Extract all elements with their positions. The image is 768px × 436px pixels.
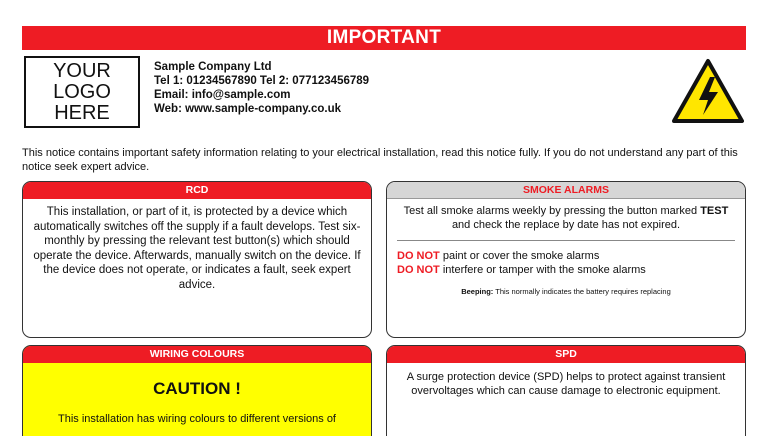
divider (397, 240, 735, 241)
do-not-paint (397, 249, 735, 263)
beeping-note (397, 287, 735, 296)
do-not-label-1: DO NOT (397, 250, 440, 262)
wiring-colours-panel (22, 345, 372, 436)
company-phone: Tel 1: 01234567890 Tel 2: 077123456789 (154, 75, 370, 87)
spd-title: SPD (387, 346, 745, 363)
smoke-text-c: and check the replace by date has not expired. (451, 219, 681, 231)
spd-text: A surge protection device (SPD) helps to protect against transient overvoltages which can cause damage to electronic equipment. (406, 371, 726, 397)
company-details (154, 60, 369, 116)
rcd-title: RCD (23, 182, 371, 199)
company-email: Email: info@sample.com (154, 89, 291, 101)
smoke-alarms-title: SMOKE ALARMS (387, 182, 745, 199)
smoke-test-word: TEST (700, 205, 729, 217)
do-not-label-2: DO NOT (397, 264, 440, 276)
do-not-tamper (397, 263, 735, 277)
wiring-colours-text: This installation has wiring colours to different versions of (58, 413, 336, 425)
logo-line-2: LOGO (53, 80, 111, 103)
high-voltage-warning-icon (672, 58, 744, 124)
smoke-alarms-panel (386, 181, 746, 338)
caution-heading: CAUTION ! (153, 379, 241, 398)
rcd-panel (22, 181, 372, 338)
intro-notice: This notice contains important safety information relating to your electrical installation, read this notice fully. If you do not understand any part of this notice seek expert advice. (22, 147, 738, 173)
rcd-text: This installation, or part of it, is protected by a device which automatically switches off the supply if a fault develops. Test six-monthly by pressing the relevant test button(s) which should operate the device. Afterwards, manually switch on the device. If the device does not operate, or indicates a fault, seek expert advice. (33, 206, 361, 291)
do-not-rest-1: paint or cover the smoke alarms (439, 250, 600, 262)
logo-line-3: HERE (54, 101, 110, 124)
smoke-alarms-instructions (397, 204, 735, 232)
wiring-colours-title: WIRING COLOURS (23, 346, 371, 363)
company-name: Sample Company Ltd (154, 61, 272, 73)
do-not-rest-2: interfere or tamper with the smoke alarms (439, 264, 646, 276)
smoke-text-a: Test all smoke alarms weekly by pressing the button marked (403, 205, 701, 217)
important-banner: IMPORTANT (22, 26, 746, 50)
beeping-label: Beeping: (461, 287, 494, 296)
beeping-text: This normally indicates the battery requires replacing (493, 287, 671, 296)
logo-placeholder (24, 56, 140, 128)
spd-panel (386, 345, 746, 436)
logo-line-1: YOUR (53, 59, 111, 82)
company-web: Web: www.sample-company.co.uk (154, 103, 342, 115)
